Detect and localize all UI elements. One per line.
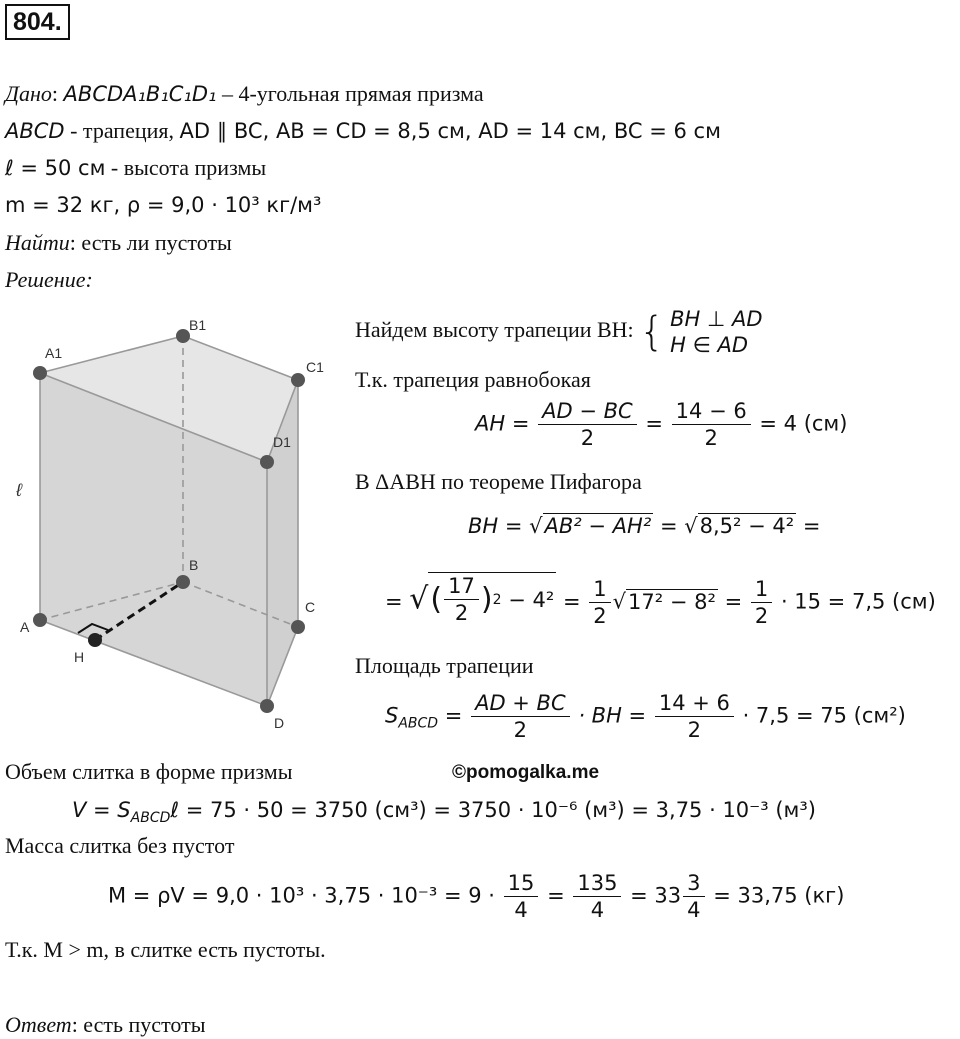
given-label: Дано xyxy=(5,81,52,106)
vertex-h xyxy=(88,633,102,647)
vertex-b1 xyxy=(176,329,190,343)
vertex-d xyxy=(260,699,274,713)
watermark: ©pomogalka.me xyxy=(452,762,600,783)
big-sqrt: ( $\frac{17}{2}$ ) 2 − 4² xyxy=(430,574,555,625)
label-a1: A1 xyxy=(45,345,63,361)
find-height-line xyxy=(355,306,763,358)
prism-height-desc: - высота призмы xyxy=(110,155,267,180)
vertex-d1 xyxy=(260,455,274,469)
system-line-1: BH ⊥ AD xyxy=(670,307,763,331)
bh-formula: BH = √AB² − AH² = √8,5² − 4² = xyxy=(468,514,821,538)
vertex-b xyxy=(176,575,190,589)
bh-left: BH = xyxy=(468,514,523,538)
find-label: Найти xyxy=(5,230,70,255)
trapezoid-sides: AD ∥ BC, AB = CD = 8,5 см, AD = 14 см, BC = 6 см xyxy=(179,119,721,143)
vertex-a xyxy=(33,613,47,627)
prism-figure xyxy=(0,300,340,730)
vertex-c1 xyxy=(291,373,305,387)
label-b1: B1 xyxy=(189,317,207,333)
label-a: A xyxy=(20,619,30,635)
area-result: · 7,5 = 75 (см²) xyxy=(742,703,906,728)
given-line-3 xyxy=(5,154,266,182)
label-d: D xyxy=(274,715,285,730)
isosceles-line: Т.к. трапеция равнобокая xyxy=(355,367,591,392)
answer-text: : есть пустоты xyxy=(71,1012,206,1037)
label-c: C xyxy=(305,599,316,615)
bh-result: · 15 = 7,5 (см) xyxy=(780,589,936,614)
ah-formula: AH = $\frac{AD - BC}{2}$ = $\frac{14 - 6}{2}$ = 4 (см) xyxy=(475,399,848,450)
prism-height: ℓ = 50 см xyxy=(5,156,106,180)
ah-frac-2: $\frac{14 - 6}{2}$ xyxy=(672,398,751,451)
answer-label: Ответ xyxy=(5,1012,72,1037)
given-line-4: m = 32 кг, ρ = 9,0 · 10³ кг/м³ xyxy=(5,193,322,217)
find-height-text: Найдем высоту трапеции BH: xyxy=(355,317,634,343)
area-formula: $S_{ABCD}$ = $\frac{AD + BC}{2}$ · BH = $\frac{14 + 6}{2}$ · 7,5 = 75 (см²) xyxy=(385,691,906,742)
volume-title: Объем слитка в форме призмы xyxy=(5,759,293,784)
conclusion: Т.к. M > m, в слитке есть пустоты. xyxy=(5,937,326,962)
given-line-2 xyxy=(5,117,721,145)
bh-formula-2: = √ ( $\frac{17}{2}$ ) 2 − 4² = $\frac{1}{2}$ √17² − 8² = $\frac{1}{2}$ · 15 = 7,5 (см) xyxy=(385,574,936,628)
vertex-c xyxy=(291,620,305,634)
label-h: H xyxy=(74,649,85,665)
area-title: Площадь трапеции xyxy=(355,653,534,678)
bh-sqrt-1: AB² − AH² xyxy=(544,514,652,538)
label-l: ℓ xyxy=(16,480,22,500)
find-text: : есть ли пустоты xyxy=(69,230,232,255)
ah-left: AH = xyxy=(475,411,530,436)
prism-name: ABCDA₁B₁C₁D₁ xyxy=(63,82,217,106)
mass-title: Масса слитка без пустот xyxy=(5,833,235,858)
bh-sqrt-2: 8,5² − 4² xyxy=(699,514,795,538)
mass-formula: M = ρV = 9,0 · 10³ · 3,75 · 10⁻³ = 9 · $\frac{15}{4}$ = $\frac{135}{4}$ = 33 $\frac{3}{4}$ = 33,75 (кг) xyxy=(108,871,845,922)
ah-result: = 4 (см) xyxy=(759,411,848,436)
vertex-a1 xyxy=(33,366,47,380)
trapezoid-name: ABCD xyxy=(5,119,65,143)
label-c1: C1 xyxy=(306,359,324,375)
pythagoras-line: В ΔABH по теореме Пифагора xyxy=(355,469,642,494)
prism-desc: – 4-угольная прямая призма xyxy=(221,81,484,106)
mass-result: = 33,75 (кг) xyxy=(713,883,845,908)
answer-line xyxy=(5,1011,206,1039)
label-d1: D1 xyxy=(273,434,291,450)
ah-frac-1: $\frac{AD - BC}{2}$ xyxy=(538,398,637,451)
volume-formula: $V = S_{ABCD}\ell = 75 \cdot 50 = 3750$ (см³) = 3750 · 10⁻⁶ (м³) = 3,75 · 10⁻³ (м³) xyxy=(72,798,816,827)
system-line-2: H ∈ AD xyxy=(670,333,749,357)
trapezoid-word: - трапеция, xyxy=(70,118,174,143)
height-system xyxy=(670,306,762,358)
find-line xyxy=(5,229,232,257)
given-line-1: Дано: ABCDA₁B₁C₁D₁ – 4-угольная прямая призма xyxy=(5,81,484,106)
solution-label: Решение: xyxy=(5,267,93,292)
problem-number: 804. xyxy=(5,4,70,40)
system-brace: { xyxy=(639,309,665,355)
label-b: B xyxy=(189,557,199,573)
